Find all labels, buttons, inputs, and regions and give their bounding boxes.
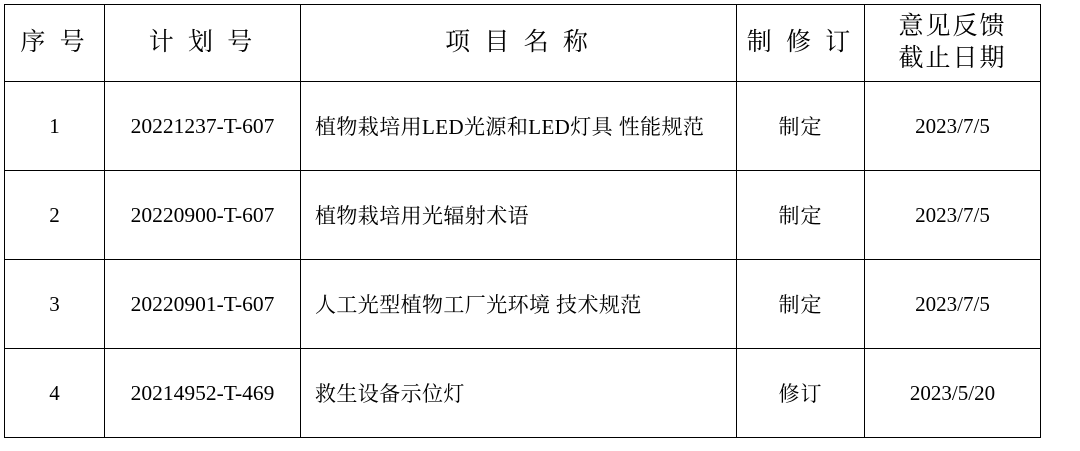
cell-project-name: 植物栽培用光辐射术语 [301, 171, 737, 260]
standards-plan-table [4, 4, 1041, 438]
cell-revision-type: 制定 [737, 171, 865, 260]
table-body [5, 82, 1041, 438]
header-cell-project-name: 项 目 名 称 [301, 5, 737, 82]
cell-plan-no: 20220900-T-607 [105, 171, 301, 260]
cell-seq: 3 [5, 260, 105, 349]
header-feedback-line2: 截止日期 [898, 45, 1007, 72]
table-row [5, 82, 1041, 171]
header-cell-revision-type: 制 修 订 [737, 5, 865, 82]
table-row [5, 349, 1041, 438]
cell-project-name: 人工光型植物工厂光环境 技术规范 [301, 260, 737, 349]
cell-deadline: 2023/7/5 [865, 260, 1041, 349]
cell-seq: 2 [5, 171, 105, 260]
table-row [5, 171, 1041, 260]
cell-revision-type: 修订 [737, 349, 865, 438]
table-row [5, 260, 1041, 349]
table-header-row [5, 5, 1041, 82]
cell-seq: 1 [5, 82, 105, 171]
cell-revision-type: 制定 [737, 82, 865, 171]
cell-deadline: 2023/7/5 [865, 82, 1041, 171]
cell-deadline: 2023/7/5 [865, 171, 1041, 260]
cell-project-name: 植物栽培用LED光源和LED灯具 性能规范 [301, 82, 737, 171]
header-cell-feedback-deadline [865, 5, 1041, 82]
cell-deadline: 2023/5/20 [865, 349, 1041, 438]
header-cell-seq: 序 号 [5, 5, 105, 82]
cell-seq: 4 [5, 349, 105, 438]
cell-project-name: 救生设备示位灯 [301, 349, 737, 438]
cell-plan-no: 20221237-T-607 [105, 82, 301, 171]
cell-revision-type: 制定 [737, 260, 865, 349]
cell-plan-no: 20214952-T-469 [105, 349, 301, 438]
header-feedback-line1: 意见反馈 [898, 13, 1007, 40]
header-cell-plan-no: 计 划 号 [105, 5, 301, 82]
table-header [5, 5, 1041, 82]
cell-plan-no: 20220901-T-607 [105, 260, 301, 349]
